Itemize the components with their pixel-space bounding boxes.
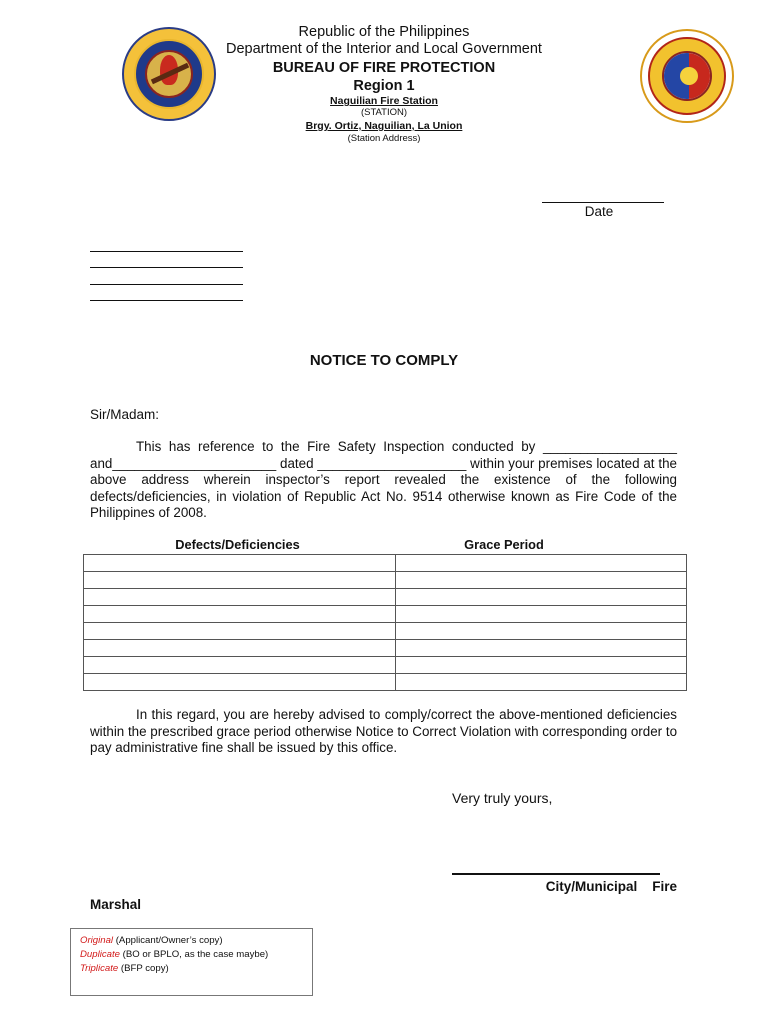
defect-cell[interactable]	[84, 555, 396, 572]
defect-cell[interactable]	[84, 674, 396, 691]
grace-period-cell[interactable]	[396, 674, 687, 691]
grace-period-cell[interactable]	[396, 606, 687, 623]
header-bureau: BUREAU OF FIRE PROTECTION	[272, 60, 496, 76]
defect-cell[interactable]	[84, 589, 396, 606]
copy-label: Duplicate	[80, 949, 120, 960]
grace-period-cell[interactable]	[396, 640, 687, 657]
table-header-grace-period: Grace Period	[464, 537, 544, 552]
station-address-caption: (Station Address)	[347, 133, 421, 144]
copy-duplicate	[80, 949, 268, 960]
signature-line	[452, 873, 660, 875]
station-name: Naguilian Fire Station	[330, 95, 438, 107]
table-row	[84, 572, 687, 589]
table-header-defects: Defects/Deficiencies	[175, 537, 300, 552]
closing: Very truly yours,	[452, 790, 553, 806]
grace-period-cell[interactable]	[396, 589, 687, 606]
table-row	[84, 640, 687, 657]
notice-title: NOTICE TO COMPLY	[309, 352, 459, 369]
table-row	[84, 589, 687, 606]
defect-cell[interactable]	[84, 640, 396, 657]
date-line	[542, 202, 664, 203]
defects-table	[83, 554, 687, 691]
table-row	[84, 555, 687, 572]
grace-period-cell[interactable]	[396, 657, 687, 674]
addressee-line-4	[90, 300, 243, 301]
station-address-row	[0, 120, 768, 132]
signature-title-continued: Marshal	[90, 897, 142, 912]
header-republic: Republic of the Philippines	[298, 24, 470, 40]
copy-triplicate	[80, 963, 169, 974]
paragraph-reference: This has reference to the Fire Safety Inspection conducted by __________________ and______________________ dated ____________________ within your premises located at the above address wherein inspector’s report revealed the existence of the following defects/deficiencies, in violation of Republic Act No. 9514 otherwise known as Fire Code of the Philippines of 2008.	[90, 439, 677, 521]
station-address: Brgy. Ortiz, Naguilian, La Union	[305, 120, 463, 132]
header-department: Department of the Interior and Local Government	[226, 41, 542, 57]
copy-label: Original	[80, 935, 114, 946]
copy-note: (Applicant/Owner’s copy)	[113, 935, 223, 946]
copy-label: Triplicate	[80, 963, 119, 974]
addressee-line-1	[90, 251, 243, 252]
salutation: Sir/Madam:	[90, 407, 160, 422]
addressee-line-2	[90, 267, 243, 268]
table-row	[84, 623, 687, 640]
table-row	[84, 606, 687, 623]
defect-cell[interactable]	[84, 606, 396, 623]
defect-cell[interactable]	[84, 657, 396, 674]
paragraph-advice: In this regard, you are hereby advised to comply/correct the above-mentioned deficiencies within the prescribed grace period otherwise Notice to Correct Violation with corresponding order to pay administrative fine shall be issued by this office.	[90, 707, 678, 756]
station-name-row	[0, 95, 768, 107]
copy-note: (BFP copy)	[118, 963, 169, 974]
table-row	[84, 657, 687, 674]
addressee-line-3	[90, 284, 243, 285]
table-row	[84, 674, 687, 691]
grace-period-cell[interactable]	[396, 623, 687, 640]
header-region: Region 1	[353, 78, 415, 94]
copy-distribution-box	[70, 928, 313, 996]
signature-title: City/Municipal Fire	[545, 879, 677, 894]
defect-cell[interactable]	[84, 623, 396, 640]
defect-cell[interactable]	[84, 572, 396, 589]
copy-original	[80, 935, 223, 946]
copy-note: (BO or BPLO, as the case maybe)	[120, 949, 269, 960]
grace-period-cell[interactable]	[396, 555, 687, 572]
date-label: Date	[584, 204, 614, 219]
station-caption: (STATION)	[360, 107, 408, 118]
grace-period-cell[interactable]	[396, 572, 687, 589]
